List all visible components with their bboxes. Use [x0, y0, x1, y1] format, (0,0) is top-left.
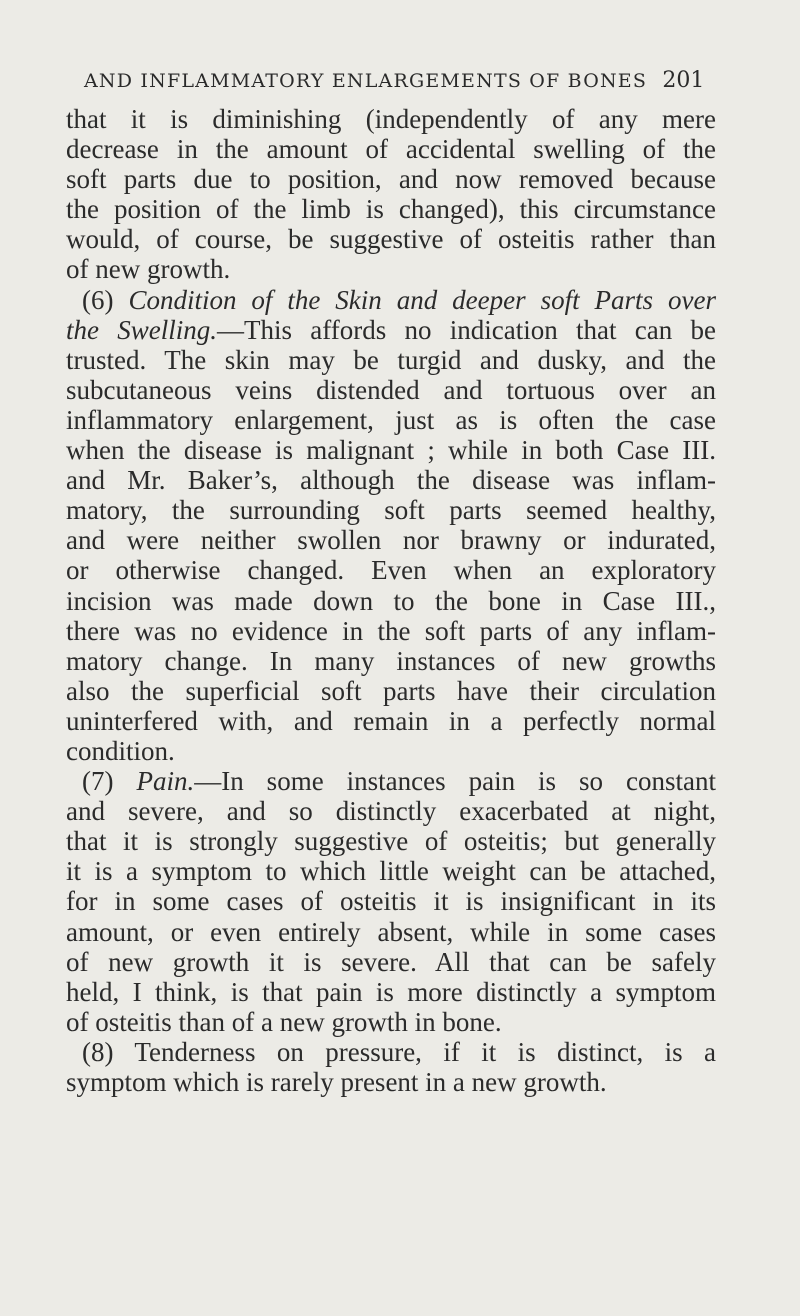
section-heading: the Swelling.	[66, 314, 218, 345]
text-line: of new growth.	[66, 254, 231, 285]
body-text	[66, 104, 716, 1097]
text-line: it is a symptom to which little weight can be attached,	[66, 856, 716, 887]
text-line: matory, the surrounding soft parts seemed healthy,	[66, 495, 716, 526]
text-line: and were neither swollen nor brawny or indurated,	[66, 525, 716, 556]
text-line: soft parts due to position, and now removed because	[66, 164, 716, 195]
text-line: decrease in the amount of accidental swelling of the	[66, 134, 716, 165]
text-line: when the disease is malignant ; while in both Case III.	[66, 435, 716, 466]
running-title: AND INFLAMMATORY ENLARGEMENTS OF BONES	[84, 70, 648, 92]
text-line: held, I think, is that pain is more distinctly a symptom	[66, 976, 716, 1007]
section-text: —This affords no indication that can be	[217, 314, 717, 345]
section-number: (7)	[82, 766, 137, 797]
text-line: or otherwise changed. Even when an exploratory	[66, 555, 716, 586]
text-line: also the superficial soft parts have their circulation	[66, 675, 716, 706]
text-line: amount, or even entirely absent, while in some cases	[66, 916, 716, 947]
text-line	[66, 285, 716, 315]
section-number: (6)	[82, 284, 129, 315]
running-header	[84, 68, 704, 93]
text-line: the position of the limb is changed), this circumstance	[66, 194, 716, 225]
text-line: of new growth it is severe. All that can be safely	[66, 946, 716, 977]
text-line: and severe, and so distinctly exacerbated at night,	[66, 796, 716, 827]
section-text: —In some instances pain is so constant	[194, 766, 717, 797]
text-line: of osteitis than of a new growth in bone.	[66, 1006, 502, 1037]
text-line	[66, 766, 716, 796]
text-line: trusted. The skin may be turgid and dusky, and the	[66, 344, 716, 375]
section-heading: Pain.	[136, 766, 195, 797]
text-line	[66, 315, 716, 345]
text-line: subcutaneous veins distended and tortuous over an	[66, 374, 716, 405]
text-line: incision was made down to the bone in Case III.,	[66, 585, 716, 616]
text-line: matory change. In many instances of new growths	[66, 645, 716, 676]
text-line: would, of course, be suggestive of osteitis rather than	[66, 224, 716, 255]
text-line: condition.	[66, 735, 175, 766]
page-number: 201	[662, 68, 705, 93]
text-line: symptom which is rarely present in a new growth.	[66, 1067, 607, 1097]
text-line: that it is diminishing (independently of any mere	[66, 104, 716, 134]
text-line: and Mr. Baker’s, although the disease was inflam-	[66, 465, 716, 496]
text-line: inflammatory enlargement, just as is often the case	[66, 404, 716, 435]
text-line: that it is strongly suggestive of osteitis; but generally	[66, 826, 716, 857]
text-line: for in some cases of osteitis it is insignificant in its	[66, 886, 716, 917]
text-line: (8) Tenderness on pressure, if it is distinct, is a	[82, 1036, 716, 1067]
text-line: there was no evidence in the soft parts of any inflam-	[66, 615, 716, 646]
text-line: uninterfered with, and remain in a perfectly normal	[66, 705, 716, 736]
section-heading: Condition of the Skin and deeper soft Parts over	[128, 284, 716, 315]
